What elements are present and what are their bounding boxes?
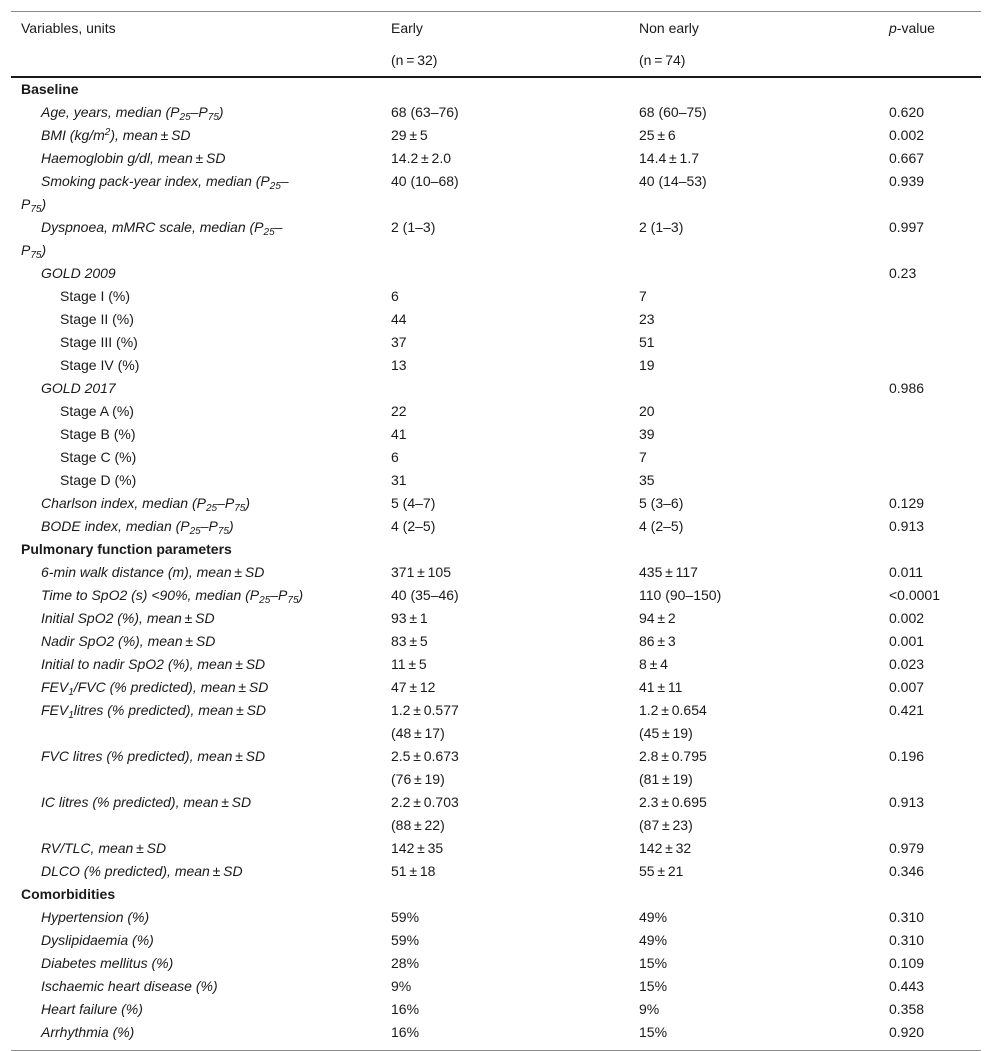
cell-non-early: 7	[639, 449, 647, 465]
table-row	[11, 216, 981, 262]
table-row	[11, 515, 981, 538]
cell-early: 47 ± 12	[391, 679, 436, 695]
cell-early: 11 ± 5	[391, 656, 427, 672]
table-row	[11, 791, 981, 837]
table-row	[11, 400, 981, 423]
table-row	[11, 101, 981, 124]
cell-early: 37	[391, 334, 407, 350]
cell-p: 0.939	[889, 173, 925, 189]
cell-non-early: 2 (1–3)	[639, 219, 684, 235]
header-p-value	[889, 12, 981, 44]
row-label: GOLD 2009	[41, 265, 116, 281]
cell-early: 1.2 ± 0.577 (48 ± 17)	[391, 702, 459, 741]
row-label: Stage A (%)	[60, 403, 134, 419]
table-row	[11, 998, 981, 1021]
cell-non-early: 15%	[639, 1024, 668, 1040]
section-title: Baseline	[21, 81, 79, 97]
cell-early: 44	[391, 311, 407, 327]
table-row	[11, 975, 981, 998]
table-row	[11, 262, 981, 285]
row-label: Haemoglobin g/dl, mean ± SD	[41, 150, 226, 166]
table-row	[11, 906, 981, 929]
header-p-rest: -value	[896, 20, 935, 36]
cell-p: 0.346	[889, 863, 925, 879]
cell-early: 5 (4–7)	[391, 495, 436, 511]
row-label: Time to SpO2 (s) <90%, median $(P_{25}-P_{75})$	[41, 587, 304, 606]
row-label: Arrhythmia (%)	[41, 1024, 135, 1040]
table-row	[11, 1021, 981, 1044]
cell-p: 0.001	[889, 633, 925, 649]
table-row	[11, 607, 981, 630]
cell-early: 142 ± 35	[391, 840, 444, 856]
cell-p: 0.979	[889, 840, 925, 856]
row-label: GOLD 2017	[41, 380, 116, 396]
cell-non-early: 35	[639, 472, 655, 488]
cell-early: 83 ± 5	[391, 633, 428, 649]
cell-non-early: 23	[639, 311, 655, 327]
cell-non-early: 435 ± 117	[639, 564, 698, 580]
cell-early: 2.2 ± 0.703 (88 ± 22)	[391, 794, 459, 833]
table-row	[11, 676, 981, 699]
row-label: Initial SpO2 (%), mean ± SD	[41, 610, 215, 626]
cell-early: 14.2 ± 2.0	[391, 150, 451, 166]
row-label: Heart failure (%)	[41, 1001, 143, 1017]
cell-early: 68 (63–76)	[391, 104, 459, 120]
cell-non-early: 142 ± 32	[639, 840, 692, 856]
table-row	[11, 630, 981, 653]
cell-non-early: 1.2 ± 0.654 (45 ± 19)	[639, 702, 707, 741]
cell-p: 0.920	[889, 1024, 925, 1040]
cell-early: 16%	[391, 1024, 420, 1040]
table-row	[11, 653, 981, 676]
data-table	[11, 11, 981, 1051]
cell-non-early: 86 ± 3	[639, 633, 676, 649]
table-row	[11, 561, 981, 584]
cell-non-early: 20	[639, 403, 655, 419]
cell-p: 0.002	[889, 610, 925, 626]
cell-early: 28%	[391, 955, 420, 971]
cell-non-early: 7	[639, 288, 647, 304]
cell-early: 2.5 ± 0.673 (76 ± 19)	[391, 748, 459, 787]
cell-p: 0.358	[889, 1001, 925, 1017]
cell-non-early: 15%	[639, 978, 668, 994]
table-row	[11, 745, 981, 791]
row-label: Stage III (%)	[60, 334, 138, 350]
row-label: Initial to nadir SpO2 (%), mean ± SD	[41, 656, 266, 672]
table-row	[11, 584, 981, 607]
table-row	[11, 929, 981, 952]
row-label: FVC litres (% predicted), mean ± SD	[41, 748, 266, 764]
cell-p: 0.011	[889, 564, 923, 580]
table-row	[11, 699, 981, 745]
cell-non-early: 49%	[639, 909, 668, 925]
section-title: Comorbidities	[21, 886, 116, 902]
header-row	[11, 12, 981, 44]
section-pulmonary	[11, 538, 981, 561]
table-row	[11, 331, 981, 354]
header-early: Early	[391, 20, 423, 36]
row-label: Stage C (%)	[60, 449, 137, 465]
table-row	[11, 308, 981, 331]
row-label: Stage B (%)	[60, 426, 136, 442]
row-label: Hypertension (%)	[41, 909, 150, 925]
table-row	[11, 952, 981, 975]
cell-non-early: 51	[639, 334, 655, 350]
cell-non-early: 94 ± 2	[639, 610, 676, 626]
cell-p: 0.443	[889, 978, 925, 994]
row-label: Ischaemic heart disease (%)	[41, 978, 218, 994]
cell-p: 0.002	[889, 127, 925, 143]
cell-early: 2 (1–3)	[391, 219, 436, 235]
row-label: Age, years, median $(P_{25}-P_{75})$	[41, 104, 224, 123]
header-non-early: Non early	[639, 20, 699, 36]
cell-early: 9%	[391, 978, 412, 994]
row-label: BMI $(kg/m^2)$, mean ± SD	[41, 127, 191, 143]
cell-p: 0.421	[889, 702, 925, 718]
header-early-n: (n = 32)	[391, 52, 438, 68]
cell-early: 4 (2–5)	[391, 518, 436, 534]
header-n-row	[11, 44, 981, 78]
cell-p: 0.620	[889, 104, 925, 120]
cell-early: 22	[391, 403, 407, 419]
row-label: Stage D (%)	[60, 472, 137, 488]
row-label: IC litres (% predicted), mean ± SD	[41, 794, 252, 810]
table-row	[11, 837, 981, 860]
table-row	[11, 354, 981, 377]
cell-p: 0.986	[889, 380, 925, 396]
table-row	[11, 469, 981, 492]
cell-p: <0.0001	[889, 587, 940, 603]
row-label: Stage II (%)	[60, 311, 134, 327]
cell-non-early: 5 (3–6)	[639, 495, 684, 511]
table-row	[11, 446, 981, 469]
header-p-italic: p	[889, 20, 897, 36]
table-row	[11, 377, 981, 400]
cell-non-early: 2.8 ± 0.795 (81 ± 19)	[639, 748, 707, 787]
cell-non-early: 110 (90–150)	[639, 587, 722, 603]
section-comorbidities	[11, 883, 981, 906]
table-bottom-rule	[11, 1044, 981, 1051]
cell-early: 59%	[391, 909, 420, 925]
table-row	[11, 492, 981, 515]
cell-early: 51 ± 18	[391, 863, 436, 879]
cell-p: 0.913	[889, 518, 925, 534]
cell-p: 0.007	[889, 679, 925, 695]
row-label: Smoking pack-year index, median ($P_{25}-$ $P_{75}$)	[21, 173, 289, 215]
cell-non-early: 41 ± 11	[639, 679, 683, 695]
cell-early: 13	[391, 357, 407, 373]
cell-non-early: 40 (14–53)	[639, 173, 707, 189]
cell-p: 0.23	[889, 265, 917, 281]
row-label: Dyspnoea, mMRC scale, median ($P_{25}-$ $P_{75}$)	[21, 219, 283, 261]
row-label: Stage I (%)	[60, 288, 131, 304]
table-row	[11, 124, 981, 147]
cell-non-early: 19	[639, 357, 655, 373]
cell-non-early: 39	[639, 426, 655, 442]
cell-non-early: 25 ± 6	[639, 127, 676, 143]
table-row	[11, 147, 981, 170]
cell-non-early: 68 (60–75)	[639, 104, 707, 120]
cell-early: 40 (35–46)	[391, 587, 459, 603]
row-label: $FEV_1litres$ (% predicted), mean ± SD	[41, 702, 267, 721]
row-label: Stage IV (%)	[60, 357, 140, 373]
row-label: Nadir SpO2 (%), mean ± SD	[41, 633, 216, 649]
cell-p: 0.023	[889, 656, 925, 672]
cell-non-early: 9%	[639, 1001, 660, 1017]
cell-early: 6	[391, 449, 399, 465]
table-row	[11, 423, 981, 446]
cell-early: 93 ± 1	[391, 610, 428, 626]
row-label: RV/TLC, mean ± SD	[41, 840, 167, 856]
row-label: DLCO (% predicted), mean ± SD	[41, 863, 243, 879]
row-label: BODE index, median $(P_{25}-P_{75})$	[41, 518, 234, 537]
cell-p: 0.667	[889, 150, 925, 166]
header-non-early-n: (n = 74)	[639, 52, 686, 68]
cell-non-early: 14.4 ± 1.7	[639, 150, 699, 166]
row-label: Charlson index, median $(P_{25}-P_{75})$	[41, 495, 251, 514]
cell-non-early: 4 (2–5)	[639, 518, 684, 534]
cell-early: 31	[391, 472, 407, 488]
cell-p: 0.310	[889, 909, 925, 925]
cell-early: 371 ± 105	[391, 564, 452, 580]
cell-non-early: 55 ± 21	[639, 863, 684, 879]
row-label: $FEV_1$/FVC (% predicted), mean ± SD	[41, 679, 269, 698]
cell-non-early: 15%	[639, 955, 668, 971]
cell-early: 6	[391, 288, 399, 304]
cell-p: 0.997	[889, 219, 925, 235]
section-title: Pulmonary function parameters	[21, 541, 232, 557]
cell-early: 16%	[391, 1001, 420, 1017]
cell-non-early: 2.3 ± 0.695 (87 ± 23)	[639, 794, 707, 833]
row-label: Diabetes mellitus (%)	[41, 955, 174, 971]
table-row	[11, 860, 981, 883]
table-row	[11, 285, 981, 308]
cell-early: 40 (10–68)	[391, 173, 459, 189]
cell-non-early: 8 ± 4	[639, 656, 668, 672]
cell-early: 59%	[391, 932, 420, 948]
cell-p: 0.109	[889, 955, 925, 971]
cell-early: 41	[391, 426, 407, 442]
row-label: Dyslipidaemia (%)	[41, 932, 154, 948]
header-variables: Variables, units	[21, 20, 116, 36]
section-baseline	[11, 78, 981, 101]
cell-p: 0.310	[889, 932, 925, 948]
cell-p: 0.196	[889, 748, 925, 764]
cell-early: 29 ± 5	[391, 127, 428, 143]
table-row	[11, 170, 981, 216]
cell-p: 0.913	[889, 794, 925, 810]
row-label: 6-min walk distance (m), mean ± SD	[41, 564, 265, 580]
cell-p: 0.129	[889, 495, 925, 511]
cell-non-early: 49%	[639, 932, 668, 948]
